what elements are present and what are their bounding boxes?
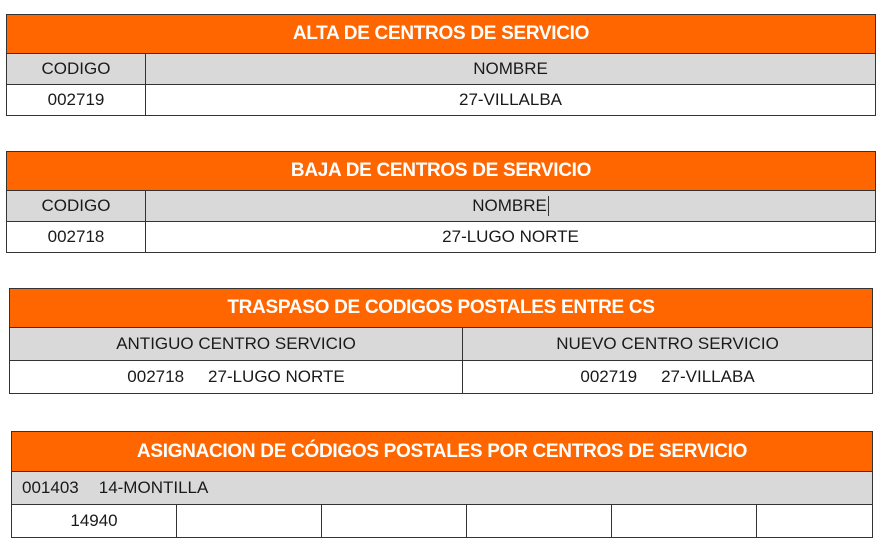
alta-table: [6, 14, 876, 116]
alta-col-name: NOMBRE: [146, 54, 876, 85]
asignacion-title: ASIGNACION DE CÓDIGOS POSTALES POR CENTROS DE SERVICIO: [12, 432, 873, 472]
traspaso-old-code: 002718: [127, 367, 185, 386]
traspaso-title: TRASPASO DE CODIGOS POSTALES ENTRE CS: [10, 289, 873, 328]
baja-title: BAJA DE CENTROS DE SERVICIO: [7, 152, 876, 191]
baja-table: [6, 151, 876, 253]
asignacion-table: [11, 431, 873, 538]
postal-code-cell[interactable]: [322, 505, 467, 538]
baja-name-cell[interactable]: 27-LUGO NORTE: [146, 222, 876, 253]
traspaso-old-name: 27-LUGO NORTE: [208, 367, 345, 386]
postal-code-cell[interactable]: [612, 505, 757, 538]
traspaso-old-cell[interactable]: [10, 361, 463, 394]
postal-code-cell[interactable]: [757, 505, 873, 538]
alta-col-code: CODIGO: [7, 54, 146, 85]
baja-col-name: NOMBRE: [472, 195, 547, 215]
postal-code-cell[interactable]: 14940: [12, 505, 177, 538]
asignacion-center-row: [12, 472, 873, 505]
traspaso-col-new: NUEVO CENTRO SERVICIO: [463, 328, 873, 361]
traspaso-new-cell[interactable]: [463, 361, 873, 394]
traspaso-table: [9, 288, 873, 394]
alta-name-cell[interactable]: 27-VILLALBA: [146, 85, 876, 116]
postal-code-cell[interactable]: [467, 505, 612, 538]
asignacion-center-code: 001403: [22, 478, 79, 497]
baja-col-code: CODIGO: [7, 191, 146, 222]
traspaso-col-old: ANTIGUO CENTRO SERVICIO: [10, 328, 463, 361]
asignacion-center-name: 14-MONTILLA: [98, 478, 209, 497]
baja-col-name-cell: [146, 191, 876, 222]
baja-code-cell[interactable]: 002718: [7, 222, 146, 253]
traspaso-new-name: 27-VILLABA: [661, 367, 755, 386]
traspaso-new-code: 002719: [580, 367, 638, 386]
alta-title: ALTA DE CENTROS DE SERVICIO: [7, 15, 876, 54]
alta-code-cell[interactable]: 002719: [7, 85, 146, 116]
text-cursor: [548, 196, 549, 216]
postal-code-cell[interactable]: [177, 505, 322, 538]
